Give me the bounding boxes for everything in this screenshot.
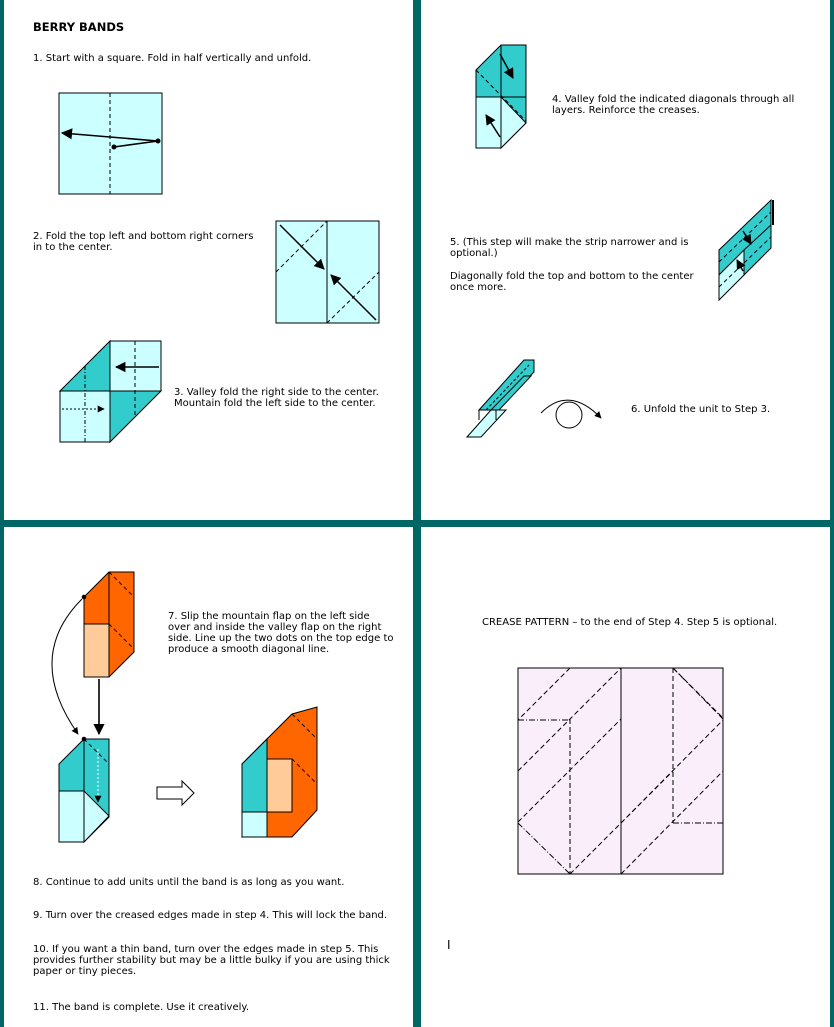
step-8-text: 8. Continue to add units until the band is as long as you want. [33,877,345,888]
crease-pattern-diagram [421,527,830,1027]
step-1-text: 1. Start with a square. Fold in half vertically and unfold. [33,53,312,64]
orange-unit [82,572,134,677]
step-3-diagram [60,341,161,442]
panel-steps-1-3 [4,0,413,520]
teal-unit [59,737,109,842]
combined-unit [242,707,317,837]
crease-pattern-caption: CREASE PATTERN – to the end of Step 4. Step 5 is optional. [482,617,778,628]
step-2-text: 2. Fold the top left and bottom right corners in to the center. [33,231,254,253]
text-cursor: I [447,938,451,952]
page-title: BERRY BANDS [33,20,125,34]
step-7-diagram [4,527,413,1027]
step-4-text: 4. Valley fold the indicated diagonals through all layers. Reinforce the creases. [552,94,795,116]
step-10-text: 10. If you want a thin band, turn over the edges made in step 5. This provides further stability but may be a little bulky if you are using thick paper or tiny pieces. [33,944,390,977]
steps-1-3-diagrams [4,0,413,520]
step-6-diagram [467,360,601,437]
result-arrow [157,781,194,805]
steps-4-6-diagrams [421,0,830,520]
step-5-text-continued: Diagonally fold the top and bottom to the center once more. [450,271,694,293]
step-1-diagram [59,93,162,194]
step-9-text: 9. Turn over the creased edges made in step 4. This will lock the band. [33,910,388,921]
panel-crease-pattern [421,527,830,1027]
panel-steps-7-11 [4,527,413,1027]
step-5-text: 5. (This step will make the strip narrower and is optional.) [450,237,689,259]
step-5-diagram [719,200,773,300]
step-11-text: 11. The band is complete. Use it creatively. [33,1002,250,1013]
step-2-diagram [276,221,379,323]
step-6-text: 6. Unfold the unit to Step 3. [631,404,771,415]
step-7-text: 7. Slip the mountain flap on the left side over and inside the valley flap on the right side. Line up the two dots on the top edge to produce a smooth diagonal line. [168,611,394,655]
panel-steps-4-6 [421,0,830,520]
step-3-text: 3. Valley fold the right side to the center. Mountain fold the left side to the center. [174,387,379,409]
step-4-diagram [476,45,526,148]
